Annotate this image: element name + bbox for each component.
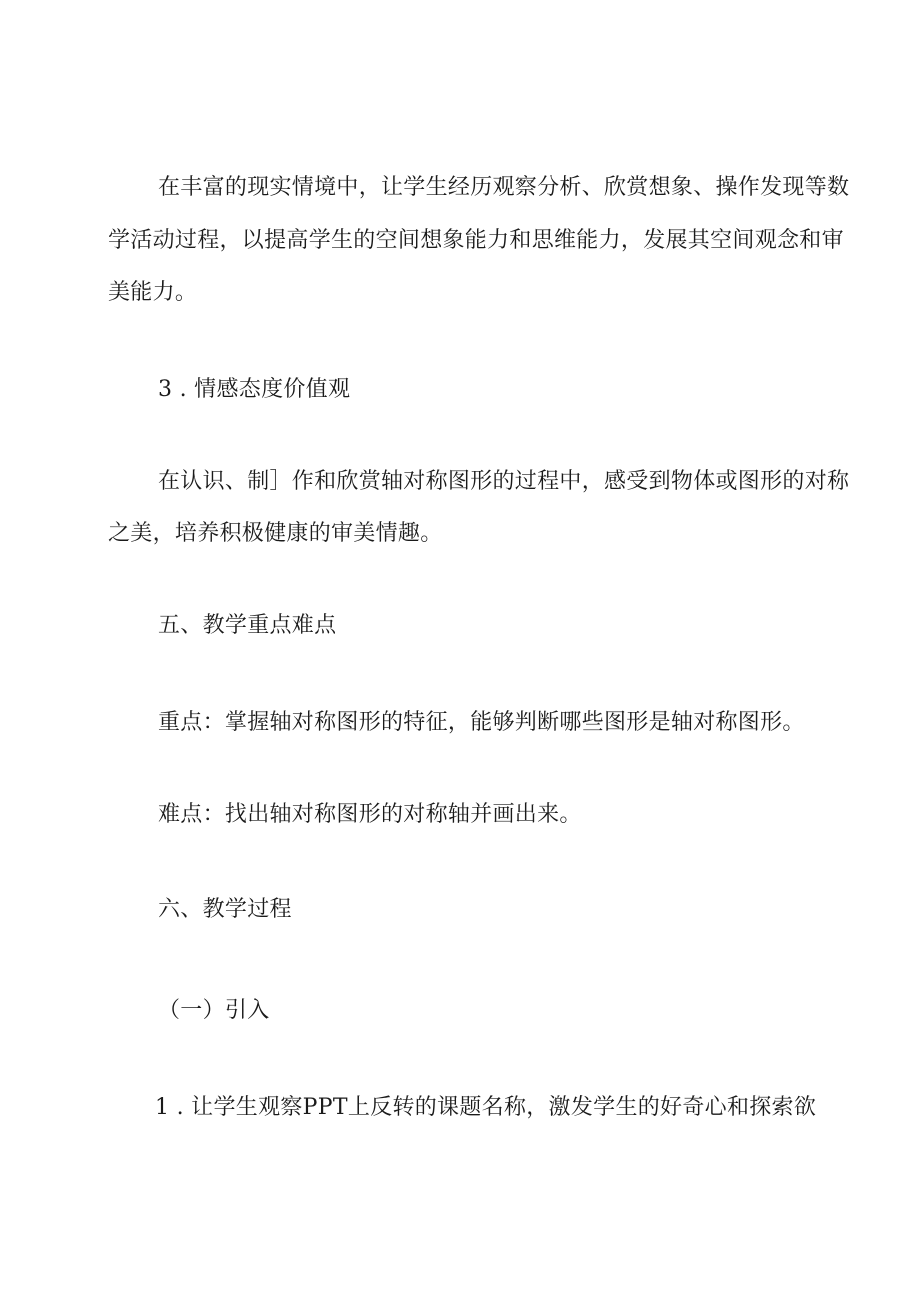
key-point: 重点：掌握轴对称图形的特征，能够判断哪些图形是轴对称图形。 — [158, 710, 805, 735]
section-heading: 五、教学重点难点 — [158, 613, 337, 638]
paragraph-line: 之美，培养积极健康的审美情趣。 — [108, 521, 443, 546]
difficulty-point: 难点：找出轴对称图形的对称轴并画出来。 — [158, 802, 582, 827]
subsection-heading: （一）引入 — [158, 998, 270, 1023]
paragraph-line: 学活动过程，以提高学生的空间想象能力和思维能力，发展其空间观念和审 — [108, 228, 844, 253]
paragraph-line: 在认识、制］作和欣赏轴对称图形的过程中，感受到物体或图形的对称 — [158, 469, 850, 494]
section-heading: 六、教学过程 — [158, 897, 292, 922]
list-item: 1 . 让学生观察PPT上反转的课题名称，激发学生的好奇心和探索欲 — [155, 1095, 817, 1120]
section-heading: 3 . 情感态度价值观 — [158, 377, 351, 402]
paragraph-line: 美能力。 — [108, 280, 198, 305]
paragraph-line: 在丰富的现实情境中，让学生经历观察分析、欣赏想象、操作发现等数 — [158, 175, 850, 200]
